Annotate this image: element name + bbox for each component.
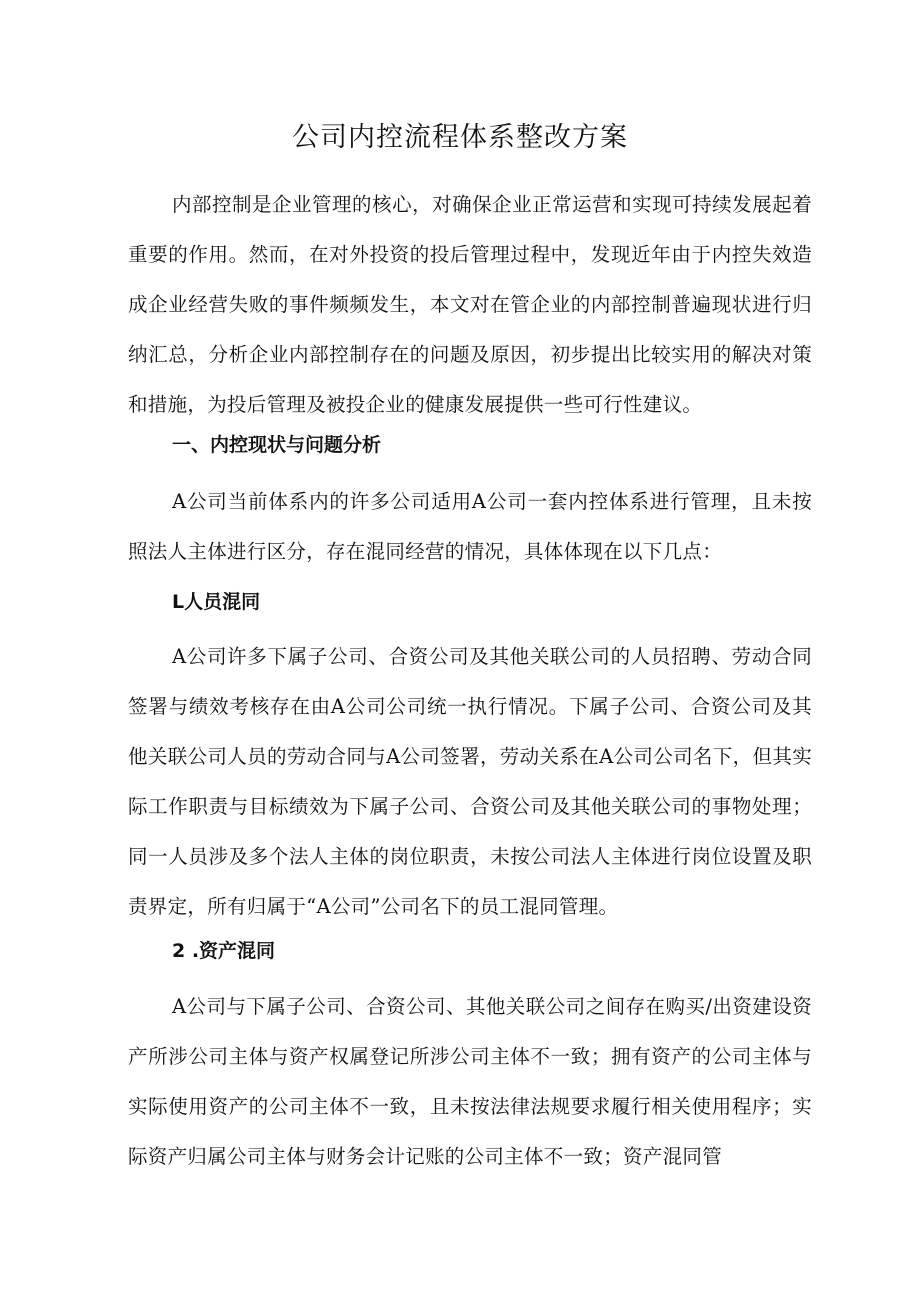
page-title: 公司内控流程体系整改方案 — [292, 122, 628, 153]
personnel-mixing-paragraph: A公司许多下属子公司、合资公司及其他关联公司的人员招聘、劳动合同签署与绩效考核存在由A公司公司统一执行情况。下属子公司、合资公司及其他关联公司人员的劳动合同与A公司签署，劳动关系在A公司公司名下，但其实际工作职责与目标绩效为下属子公司、合资公司及其他关联公司的事物处理；同一人员涉及多个法人主体的岗位职责，未按公司法人主体进行岗位设置及职责界定，所有归属于“A公司”公司名下的员工混同管理。 — [128, 645, 812, 918]
intro-paragraph: 内部控制是企业管理的核心，对确保企业正常运营和实现可持续发展起着重要的作用。然而，在对外投资的投后管理过程中，发现近年由于内控失效造成企业经营失败的事件频频发生，本文对在管企业的内部控制普遍现状进行归纳汇总，分析企业内部控制存在的问题及原因，初步提出比较实用的解决对策和措施，为投后管理及被投企业的健康发展提供一些可行性建议。 — [128, 193, 812, 416]
section-intro-paragraph: A公司当前体系内的许多公司适用A公司一套内控体系进行管理，且未按照法人主体进行区分，存在混同经营的情况，具体体现在以下几点： — [128, 490, 812, 563]
subheading-asset-mixing: 2 .资产混同 — [172, 940, 276, 962]
section-heading-status-analysis: 一、内控现状与问题分析 — [172, 434, 382, 456]
asset-mixing-paragraph: A公司与下属子公司、合资公司、其他关联公司之间存在购买/出资建设资产所涉公司主体与资产权属登记所涉公司主体不一致；拥有资产的公司主体与实际使用资产的公司主体不一致，且未按法律法规要求履行相关使用程序；实际资产归属公司主体与财务会计记账的公司主体不一致；资产混同管 — [128, 995, 812, 1168]
subheading-personnel-mixing: L人员混同 — [172, 591, 261, 613]
